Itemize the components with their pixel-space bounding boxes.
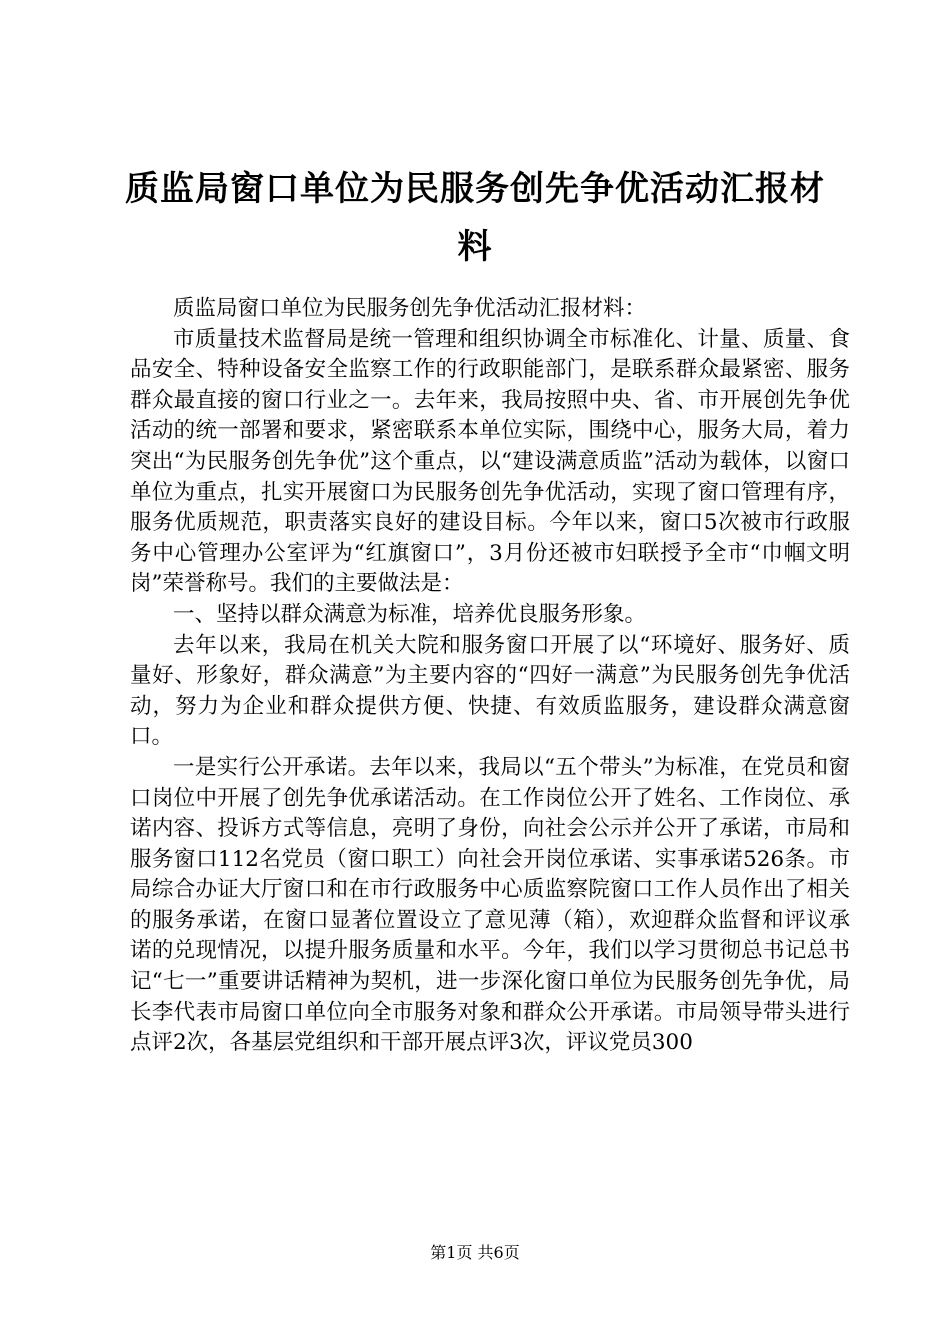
paragraph-overview: 市质量技术监督局是统一管理和组织协调全市标准化、计量、质量、食品安全、特种设备安全监察工作的行政职能部门，是联系群众最紧密、服务群众最直接的窗口行业之一。去年来，我局按照中央、省、市开展创先争优活动的统一部署和要求，紧密联系本单位实际，围绕中心，服务大局，着力突出“为民服务创先争优”这个重点，以“建设满意质监”活动为载体，以窗口单位为重点，扎实开展窗口为民服务创先争优活动，实现了窗口管理有序，服务优质规范，职责落实良好的建设目标。今年以来，窗口5次被市行政服务中心管理办公室评为“红旗窗口”，3月份还被市妇联授予全市“巾帼文明岗”荣誉称号。我们的主要做法是： (130, 326, 850, 597)
page-footer: 第1页 共6页 (430, 1243, 520, 1262)
paragraph-activities: 去年以来，我局在机关大院和服务窗口开展了以“环境好、服务好、质量好、形象好，群众满意”为主要内容的“四好一满意”为民服务创先争优活动，努力为企业和群众提供方便、快捷、有效质监服务，建设群众满意窗口。 (130, 632, 850, 750)
paragraph-public-commitment: 一是实行公开承诺。去年以来，我局以“五个带头”为标准，在党员和窗口岗位中开展了创先争优承诺活动。在工作岗位公开了姓名、工作岗位、承诺内容、投诉方式等信息，亮明了身份，向社会公示并公开了承诺，市局和服务窗口112名党员（窗口职工）向社会开岗位承诺、实事承诺526条。市局综合办证大厅窗口和在市行政服务中心质监察院窗口工作人员作出了相关的服务承诺，在窗口显著位置设立了意见薄（箱），欢迎群众监督和评议承诺的兑现情况，以提升服务质量和水平。今年，我们以学习贯彻总书记总书记“七一”重要讲话精神为契机，进一步深化窗口单位为民服务创先争优，局长李代表市局窗口单位向全市服务对象和群众公开承诺。市局领导带头进行点评2次，各基层党组织和干部开展点评3次，评议党员300 (130, 754, 850, 1056)
document-body (130, 294, 850, 1059)
paragraph-section-heading: 一、坚持以群众满意为标准，培养优良服务形象。 (173, 601, 647, 627)
document-title: 质监局窗口单位为民服务创先争优活动汇报材料 (125, 169, 825, 267)
paragraph-intro: 质监局窗口单位为民服务创先争优活动汇报材料： (173, 296, 647, 321)
